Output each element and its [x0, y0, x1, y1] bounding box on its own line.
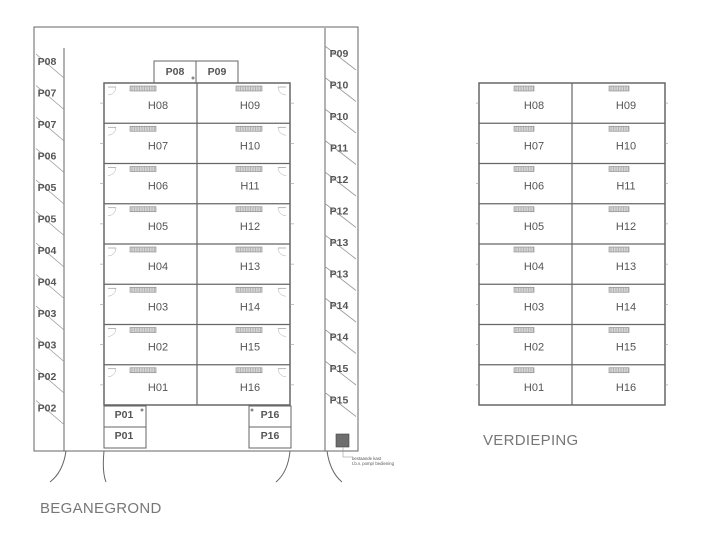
unit-label-H02: H02 [147, 341, 169, 354]
upper-unit-label-H04: H04 [523, 261, 545, 274]
door-arc [278, 87, 286, 95]
door-swing-icon [108, 168, 116, 176]
parking-label-P16: P16 [260, 409, 280, 421]
door-swing-icon [278, 248, 286, 256]
upper-unit-label-H03: H03 [523, 301, 545, 314]
unit-label-H09: H09 [239, 100, 261, 113]
radiator-icon [609, 167, 629, 172]
radiator-icon [130, 287, 156, 292]
radiator-icon [514, 126, 534, 131]
unit-label-H07: H07 [147, 140, 169, 153]
parking-label-P12: P12 [329, 174, 349, 186]
unit-label-H14: H14 [239, 301, 261, 314]
door-swing-icon [278, 208, 286, 216]
upper-unit-label-H02: H02 [523, 341, 545, 354]
unit-label-H12: H12 [239, 220, 261, 233]
upper-unit-label-H15: H15 [615, 341, 637, 354]
door-swing-icon [278, 87, 286, 95]
parking-label-P14: P14 [329, 300, 349, 312]
parking-label-P13: P13 [329, 268, 349, 281]
radiator-icon [514, 287, 534, 292]
door-swing-icon [108, 248, 116, 256]
upper-unit-label-H16: H16 [615, 381, 637, 394]
radiator-icon [130, 86, 156, 91]
unit-label-H15: H15 [239, 341, 261, 354]
parking-label-P02: P02 [37, 402, 57, 415]
driveway-edge [50, 451, 66, 482]
door-swing-icon [278, 168, 286, 176]
radiator-icon [236, 328, 262, 333]
parking-label-P09: P09 [207, 66, 227, 78]
parking-label-P07: P07 [37, 119, 57, 131]
parking-label-P01: P01 [114, 430, 134, 442]
parking-label-P08: P08 [37, 56, 57, 68]
door-arc [108, 87, 116, 95]
parking-label-P15: P15 [329, 363, 349, 375]
ground-floor-plan [34, 27, 395, 482]
parking-label-P10: P10 [329, 111, 349, 123]
upper-unit-label-H10: H10 [615, 140, 637, 153]
drain-point [251, 409, 254, 412]
door-arc [278, 288, 286, 296]
radiator-icon [514, 328, 534, 333]
upper-unit-label-H07: H07 [523, 140, 545, 153]
parking-label-P15: P15 [329, 394, 349, 407]
radiator-icon [609, 328, 629, 333]
door-arc [108, 329, 116, 337]
equipment-note-line: bestaande kast [352, 456, 382, 461]
door-swing-icon [108, 329, 116, 337]
door-swing-icon [108, 87, 116, 95]
door-arc [278, 208, 286, 216]
radiator-icon [514, 247, 534, 252]
parking-label-P04: P04 [37, 245, 57, 257]
parking-label-P02: P02 [37, 371, 57, 383]
upper-unit-label-H09: H09 [615, 100, 637, 113]
radiator-icon [609, 126, 629, 131]
parking-label-P09: P09 [329, 48, 349, 60]
unit-label-H01: H01 [147, 381, 169, 394]
radiator-icon [236, 247, 262, 252]
parking-label-P07: P07 [37, 87, 57, 100]
radiator-icon [236, 126, 262, 131]
door-arc [108, 127, 116, 135]
parking-label-P13: P13 [329, 237, 349, 249]
door-arc [108, 369, 116, 377]
door-swing-icon [278, 369, 286, 377]
driveway-edge [103, 451, 106, 482]
unit-label-H03: H03 [147, 301, 169, 314]
upper-unit-label-H14: H14 [615, 301, 637, 314]
radiator-icon [130, 167, 156, 172]
door-swing-icon [108, 127, 116, 135]
upper-unit-label-H11: H11 [616, 180, 636, 193]
radiator-icon [609, 247, 629, 252]
radiator-icon [130, 126, 156, 131]
unit-label-H11: H11 [240, 180, 260, 193]
parking-label-P06: P06 [37, 150, 57, 163]
parking-label-P05: P05 [37, 182, 57, 194]
door-arc [278, 168, 286, 176]
upper-floor-plan [476, 83, 668, 405]
unit-label-H13: H13 [239, 261, 261, 274]
upper-unit-label-H01: H01 [523, 381, 545, 394]
radiator-icon [609, 287, 629, 292]
door-arc [278, 248, 286, 256]
unit-label-H08: H08 [147, 100, 169, 113]
door-arc [108, 168, 116, 176]
radiator-icon [514, 167, 534, 172]
radiator-icon [514, 207, 534, 212]
parking-label-P12: P12 [329, 205, 349, 218]
door-swing-icon [278, 329, 286, 337]
radiator-icon [609, 86, 629, 91]
parking-label-P10: P10 [329, 79, 349, 92]
unit-label-H16: H16 [239, 381, 261, 394]
door-arc [278, 329, 286, 337]
door-swing-icon [108, 369, 116, 377]
upper-unit-label-H05: H05 [523, 220, 545, 233]
parking-label-P08: P08 [165, 66, 185, 78]
pump-cabinet [336, 434, 349, 447]
equipment-note-line: t.b.v. pomp/ bediening [352, 461, 394, 466]
drain-point [141, 409, 144, 412]
radiator-icon [236, 86, 262, 91]
radiator-icon [236, 207, 262, 212]
radiator-icon [236, 368, 262, 373]
driveway-edge [276, 451, 290, 482]
radiator-icon [130, 247, 156, 252]
door-swing-icon [108, 288, 116, 296]
door-arc [108, 288, 116, 296]
radiator-icon [130, 207, 156, 212]
door-arc [108, 208, 116, 216]
driveway-edge [327, 451, 342, 482]
parking-label-P14: P14 [329, 331, 349, 344]
radiator-icon [609, 368, 629, 373]
door-swing-icon [278, 288, 286, 296]
upper-floor-caption: VERDIEPING [483, 432, 579, 449]
upper-unit-label-H06: H06 [523, 180, 545, 193]
door-arc [278, 127, 286, 135]
door-swing-icon [108, 208, 116, 216]
parking-label-P03: P03 [37, 308, 57, 320]
unit-label-H05: H05 [147, 220, 169, 233]
parking-label-P11: P11 [329, 142, 349, 155]
leader-line [343, 447, 352, 457]
ground-floor-caption: BEGANEGROND [40, 500, 162, 517]
parking-label-P03: P03 [37, 339, 57, 352]
radiator-icon [130, 328, 156, 333]
parking-label-P16: P16 [260, 430, 280, 442]
radiator-icon [609, 207, 629, 212]
radiator-icon [514, 368, 534, 373]
upper-unit-label-H13: H13 [615, 261, 637, 274]
parking-label-P04: P04 [37, 276, 57, 289]
upper-unit-label-H08: H08 [523, 100, 545, 113]
upper-unit-label-H12: H12 [615, 220, 637, 233]
door-arc [278, 369, 286, 377]
door-swing-icon [278, 127, 286, 135]
door-arc [108, 248, 116, 256]
radiator-icon [130, 368, 156, 373]
radiator-icon [236, 287, 262, 292]
drain-point [192, 77, 195, 80]
unit-label-H04: H04 [147, 261, 169, 274]
parking-label-P01: P01 [114, 409, 134, 421]
parking-label-P05: P05 [37, 213, 57, 226]
radiator-icon [236, 167, 262, 172]
site-boundary [34, 27, 358, 451]
radiator-icon [514, 86, 534, 91]
unit-label-H06: H06 [147, 180, 169, 193]
unit-label-H10: H10 [239, 140, 261, 153]
